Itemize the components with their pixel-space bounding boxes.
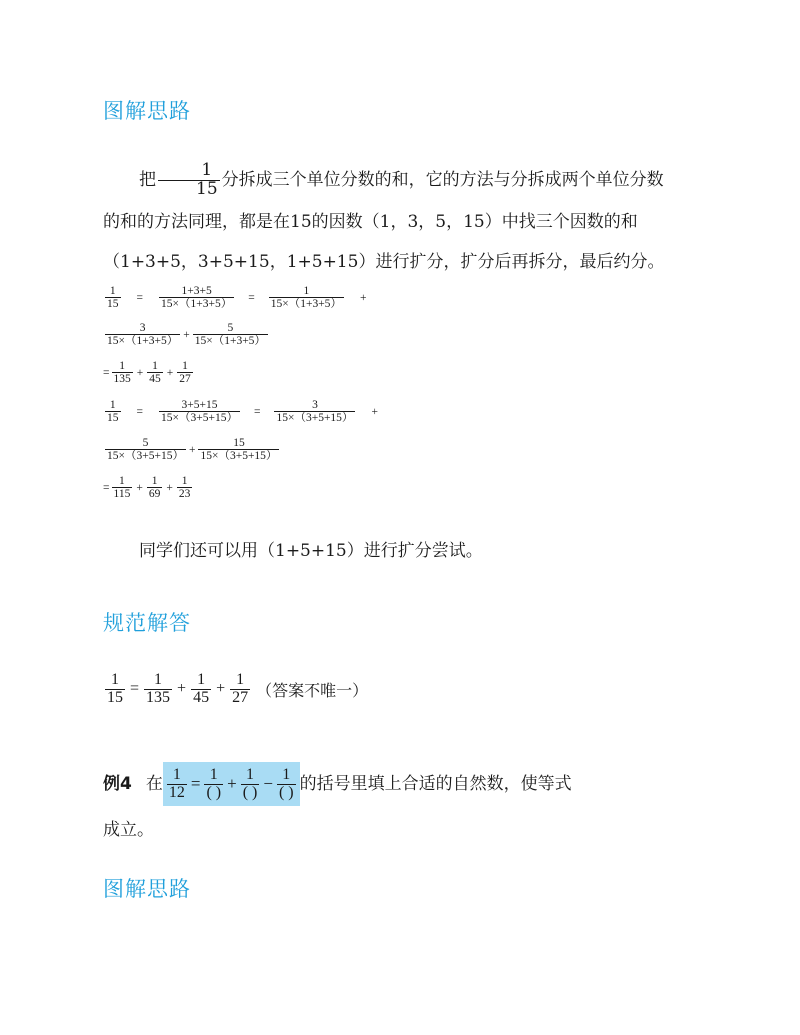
fraction-numerator: 1 [282, 765, 291, 783]
fraction [144, 672, 172, 707]
fraction-denominator: 15 [107, 412, 119, 425]
fraction [147, 360, 163, 385]
intro-pre: 把 [139, 170, 156, 190]
equals-sign: = [103, 481, 110, 494]
fraction [204, 767, 223, 802]
equation-line-3 [103, 360, 195, 385]
equals-sign: = [130, 680, 140, 698]
highlighted-equation [163, 762, 300, 806]
fraction [274, 399, 355, 424]
fraction-numerator: 3 [139, 322, 146, 334]
fraction-numerator: 1 [303, 285, 310, 297]
fraction-numerator: 3+5+15 [181, 399, 218, 411]
plus-sign: + [177, 680, 187, 698]
fraction [147, 475, 163, 500]
plus-sign: + [188, 443, 196, 456]
fraction [105, 672, 125, 707]
section-heading-analysis: 图解思路 [103, 99, 191, 123]
plus-sign: + [136, 366, 144, 379]
fraction-numerator: 1+3+5 [181, 285, 212, 297]
example-label: 例4 [103, 774, 132, 794]
fraction-denominator: 15×（1+3+5） [161, 298, 233, 311]
fraction-denominator: 23 [178, 488, 191, 501]
equals-sign: = [136, 291, 143, 304]
fraction-denominator: 45 [193, 688, 210, 706]
section-heading-analysis-2: 图解思路 [103, 877, 191, 901]
fraction [198, 437, 279, 462]
fraction-denominator: 12 [168, 783, 185, 801]
plus-sign: + [227, 774, 237, 793]
fraction [105, 285, 121, 310]
fraction-numerator: 1 [119, 360, 125, 372]
intro-line-3: （1+3+5，3+5+15，1+5+15）进行扩分，扩分后再拆分，最后约分。 [103, 252, 665, 272]
plus-sign: + [371, 405, 378, 418]
fraction [112, 360, 133, 385]
equation-line-4 [103, 399, 392, 424]
example-4 [103, 762, 703, 850]
fraction [105, 322, 180, 347]
fraction [193, 322, 268, 347]
fraction [230, 672, 250, 707]
fraction-denominator: 27 [232, 688, 249, 706]
equation-line-6 [103, 475, 194, 500]
fraction-denominator: 15 [107, 688, 123, 706]
equals-sign: = [103, 366, 110, 379]
plus-sign: + [166, 481, 173, 494]
fraction [167, 767, 187, 802]
fraction-denominator: 15×（1+3+5） [107, 335, 179, 348]
fraction-numerator: 1 [236, 671, 245, 688]
equals-sign: = [248, 291, 255, 304]
intro-paragraph [103, 158, 703, 282]
equals-sign: = [136, 405, 143, 418]
equation-line-2 [103, 322, 270, 347]
section-heading-answer: 规范解答 [103, 611, 191, 635]
fraction-numerator: 1 [172, 765, 181, 783]
plus-sign: + [136, 481, 143, 494]
fraction-numerator: 15 [233, 437, 245, 449]
equation-line-1 [103, 285, 380, 310]
fraction-numerator: 1 [119, 475, 125, 487]
fraction-denominator: 15 [107, 298, 119, 311]
fraction [159, 399, 240, 424]
intro-line-1-text: 分拆成三个单位分数的和，它的方法与分拆成两个单位分数 [221, 170, 664, 190]
fraction-denominator: 115 [113, 488, 131, 501]
example-pre: 在 [145, 774, 163, 794]
answer-equation [103, 672, 368, 707]
fraction [277, 767, 296, 802]
fraction-numerator: 1 [181, 475, 188, 487]
blank-denominator: ( ) [242, 783, 258, 801]
intro-fraction [158, 162, 220, 199]
fraction-numerator: 1 [197, 671, 206, 688]
fraction-denominator: 45 [149, 373, 161, 386]
plus-sign: + [216, 680, 226, 698]
fraction-denominator: 15×（1+3+5） [194, 335, 266, 348]
fraction-denominator: 15×（1+3+5） [270, 298, 342, 311]
fraction-numerator: 1 [151, 475, 158, 487]
fraction-denominator: 135 [113, 373, 131, 386]
note-paragraph: 同学们还可以用（1+5+15）进行扩分尝试。 [139, 541, 483, 561]
fraction-denominator: 15 [158, 180, 220, 199]
equation-line-5 [103, 437, 281, 462]
fraction-numerator: 1 [246, 765, 255, 783]
minus-sign: − [263, 774, 273, 793]
fraction [105, 399, 121, 424]
fraction-numerator: 5 [227, 322, 234, 334]
blank-denominator: ( ) [206, 783, 222, 801]
fraction [269, 285, 344, 310]
fraction-denominator: 27 [179, 373, 191, 386]
equals-sign: = [190, 774, 201, 793]
plus-sign: + [183, 328, 190, 341]
fraction-numerator: 5 [142, 437, 149, 449]
blank-denominator: ( ) [278, 783, 294, 801]
fraction-numerator: 1 [201, 160, 213, 181]
fraction-denominator: 69 [148, 488, 161, 501]
plus-sign: + [166, 366, 174, 379]
fraction [177, 475, 193, 500]
fraction-denominator: 15×（3+5+15） [161, 412, 238, 425]
fraction [177, 360, 193, 385]
fraction-numerator: 1 [111, 671, 119, 688]
fraction-numerator: 1 [209, 765, 218, 783]
fraction-denominator: 135 [146, 688, 171, 706]
fraction-numerator: 1 [109, 285, 116, 297]
fraction [105, 437, 186, 462]
fraction-denominator: 15×（3+5+15） [276, 412, 354, 425]
fraction-numerator: 1 [109, 399, 116, 411]
plus-sign: + [359, 291, 367, 304]
example-post: 的括号里填上合适的自然数，使等式 [299, 774, 572, 794]
equals-sign: = [253, 405, 261, 418]
fraction-numerator: 1 [182, 360, 188, 372]
fraction-numerator: 3 [312, 399, 318, 411]
example-line-2: 成立。 [103, 820, 154, 840]
fraction-denominator: 15×（3+5+15） [107, 450, 184, 463]
fraction [241, 767, 260, 802]
fraction-denominator: 15×（3+5+15） [200, 450, 278, 463]
answer-remark: （答案不唯一） [256, 680, 369, 700]
fraction-numerator: 1 [154, 671, 163, 688]
fraction [191, 672, 211, 707]
intro-line-1 [103, 158, 703, 202]
fraction-numerator: 1 [152, 360, 158, 372]
intro-line-2: 的和的方法同理，都是在15的因数（1，3，5，15）中找三个因数的和 [103, 212, 638, 232]
example-line-1 [103, 762, 703, 806]
fraction [112, 475, 133, 500]
fraction [159, 285, 234, 310]
